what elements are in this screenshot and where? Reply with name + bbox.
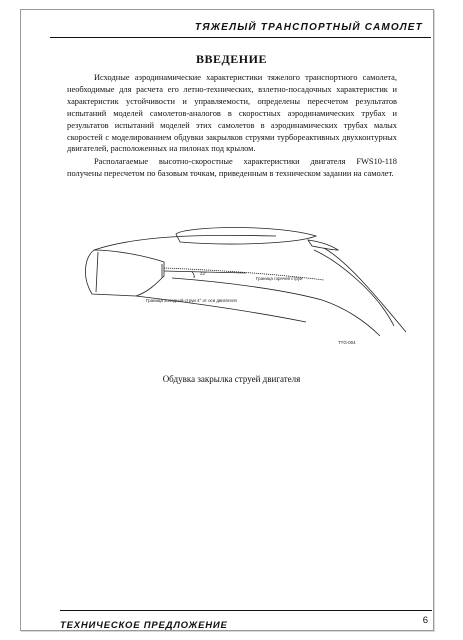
header-title: ТЯЖЕЛЫЙ ТРАНСПОРТНЫЙ САМОЛЕТ — [194, 22, 423, 33]
intro-paragraph-2: Располагаемые высотно-скоростные характеристики двигателя FWS10-118 получены пересчетом по базовым точкам, приведенным в техническом задании на самолет. — [67, 157, 397, 178]
page-header — [50, 21, 431, 38]
hot-jet-label: Граница горячей струи — [256, 276, 303, 281]
intro-paragraph-1: Исходные аэродинамические характеристики тяжелого транспортного самолета, необходимые для расчета его летно-технических, взлетно-посадочных характеристик и характеристик устойчивости и управляемости, определены пересчетом результатов испытаний моделей самолетов-аналогов в скоростных аэродинамических трубах и результатов испытаний моделей этих самолетов в аэродинамических трубах малых скоростей с моделированием обдувки закрылков струями турбореактивных двухконтурных двигателей, расположенных на пилонах под крылом. — [67, 73, 397, 154]
page-number: 6 — [422, 615, 428, 626]
nacelle-inlet — [96, 252, 98, 292]
flap-trailing — [324, 248, 406, 332]
flap-upper — [308, 240, 338, 250]
angle-arc — [192, 272, 194, 278]
figure-caption: Обдувка закрылка струей двигателя — [162, 374, 301, 384]
page-footer — [60, 610, 432, 633]
section-title: ВВЕДЕНИЕ — [196, 52, 267, 66]
figure-code: TTG-004 — [338, 340, 356, 345]
flap-lower — [314, 250, 394, 326]
angle-label: 22° — [200, 271, 207, 276]
flap-blowing-diagram — [76, 218, 426, 358]
footer-title: ТЕХНИЧЕСКОЕ ПРЕДЛОЖЕНИЕ — [60, 620, 228, 631]
wing-lower-surface — [172, 278, 380, 336]
cold-jet-label: Граница холодной струи 4° от оси двигателя — [146, 298, 237, 303]
